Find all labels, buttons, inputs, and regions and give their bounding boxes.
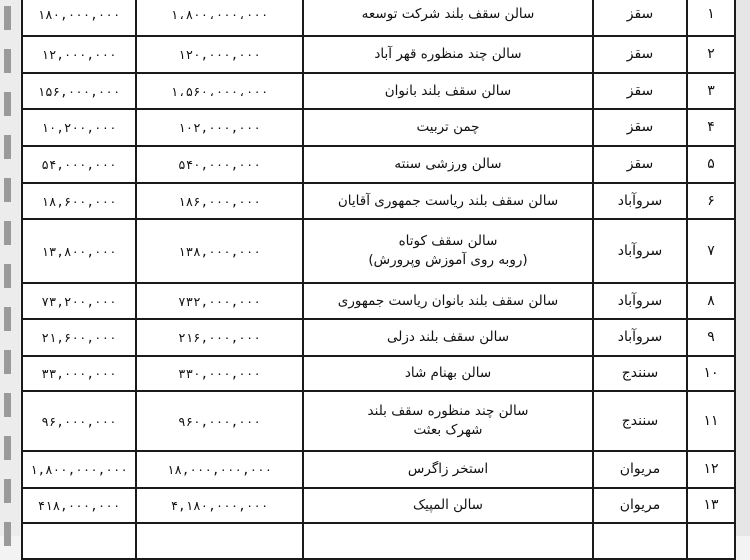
share-amount-cell: ۲۱,۶۰۰,۰۰۰: [22, 319, 136, 356]
edge-dash: [4, 221, 11, 245]
share-amount-cell: ۱۳,۸۰۰,۰۰۰: [22, 219, 136, 283]
facility-name-line: سالن چند منظوره سقف بلند: [367, 403, 529, 419]
city-cell: سروآباد: [593, 283, 687, 319]
facility-name-line: سالن المپیک: [412, 497, 483, 513]
city-cell: سروآباد: [593, 219, 687, 283]
row-index-cell: ۱۲: [687, 451, 735, 488]
total-amount-cell: ۹۶۰,۰۰۰,۰۰۰: [136, 391, 303, 451]
facility-name-cell: [303, 219, 593, 283]
total-amount-cell: ۱،۸۰۰،۰۰۰،۰۰۰: [136, 0, 303, 36]
facility-name-line: چمن تربیت: [416, 119, 480, 135]
table-row: [22, 356, 735, 391]
edge-dash: [4, 522, 11, 546]
facility-name-cell: [303, 283, 593, 319]
row-index-cell: ۷: [687, 219, 735, 283]
facility-name-line: سالن سقف بلند دزلی: [386, 329, 510, 345]
facility-name-line: (روبه روی آموزش وپرورش): [368, 252, 528, 268]
facility-name-cell: [303, 73, 593, 109]
city-cell: سروآباد: [593, 319, 687, 356]
page-right-edge: [735, 0, 750, 536]
share-amount-cell: ۷۳,۲۰۰,۰۰۰: [22, 283, 136, 319]
facility-name-line: سالن سقف بلند بانوان ریاست جمهوری: [337, 292, 559, 309]
city-cell: سقز: [593, 0, 687, 36]
row-index-cell: ۸: [687, 283, 735, 319]
share-amount-cell: ۱۸۰,۰۰۰,۰۰۰: [22, 0, 136, 36]
facility-name-cell: [303, 0, 593, 36]
edge-dash: [4, 436, 11, 460]
total-amount-cell: ۳۳۰,۰۰۰,۰۰۰: [136, 356, 303, 391]
facility-name-line: سالن سقف بلند ریاست جمهوری آقایان: [337, 192, 559, 209]
edge-dash: [4, 6, 11, 30]
row-index-cell: ۳: [687, 73, 735, 109]
row-index-cell: ۱۳: [687, 488, 735, 523]
facility-name-line: سالن سقف بلند بانوان: [384, 82, 512, 99]
edge-dash: [4, 135, 11, 159]
facility-name-line: سالن ورزشی سنته: [394, 156, 502, 172]
share-amount-cell: ۱۸,۶۰۰,۰۰۰: [22, 183, 136, 219]
table-row: [22, 183, 735, 219]
share-amount-cell: ۳۳,۰۰۰,۰۰۰: [22, 356, 136, 391]
table-row: [22, 36, 735, 73]
city-cell: سنندج: [593, 391, 687, 451]
facility-name-line: استخر زاگرس: [407, 461, 489, 477]
total-amount-cell: ۷۳۲,۰۰۰,۰۰۰: [136, 283, 303, 319]
share-amount-cell: ۱۲,۰۰۰,۰۰۰: [22, 36, 136, 73]
city-cell: سقز: [593, 146, 687, 183]
facility-name-cell: [303, 451, 593, 488]
table-row: [22, 523, 735, 559]
row-index-cell: ۶: [687, 183, 735, 219]
total-amount-cell: ۱۳۸,۰۰۰,۰۰۰: [136, 219, 303, 283]
edge-dash: [4, 479, 11, 503]
total-amount-cell: ۲۱۶,۰۰۰,۰۰۰: [136, 319, 303, 356]
table-row: [22, 219, 735, 283]
facility-name-cell: [303, 109, 593, 146]
city-cell: سقز: [593, 109, 687, 146]
page-left-edge: [0, 0, 20, 536]
city-cell: مریوان: [593, 451, 687, 488]
table-row: [22, 73, 735, 109]
total-amount-cell: ۵۴۰,۰۰۰,۰۰۰: [136, 146, 303, 183]
facility-name-line: سالن بهنام شاد: [404, 365, 492, 381]
facility-name-line: شهرک بعثت: [413, 422, 483, 438]
share-amount-cell: ۱۰,۲۰۰,۰۰۰: [22, 109, 136, 146]
facility-name-line: سالن چند منظوره قهر آباد: [374, 46, 522, 62]
total-amount-cell: ۴,۱۸۰,۰۰۰,۰۰۰: [136, 488, 303, 523]
total-amount-cell: ۱۸۶,۰۰۰,۰۰۰: [136, 183, 303, 219]
facility-name-cell: [303, 523, 593, 559]
row-index-cell: ۴: [687, 109, 735, 146]
table-row: [22, 319, 735, 356]
total-amount-cell: ۱۲۰,۰۰۰,۰۰۰: [136, 36, 303, 73]
facility-name-cell: [303, 391, 593, 451]
edge-dash: [4, 178, 11, 202]
share-amount-cell: ۹۶,۰۰۰,۰۰۰: [22, 391, 136, 451]
facility-name-cell: [303, 319, 593, 356]
row-index-cell: [687, 523, 735, 559]
edge-dash: [4, 49, 11, 73]
share-amount-cell: ۱,۸۰۰,۰۰۰,۰۰۰: [22, 451, 136, 488]
table-row: [22, 146, 735, 183]
facility-name-cell: [303, 36, 593, 73]
city-cell: سنندج: [593, 356, 687, 391]
table-row: [22, 283, 735, 319]
edge-dash: [4, 350, 11, 374]
edge-dash: [4, 264, 11, 288]
edge-dash: [4, 307, 11, 331]
total-amount-cell: ۱۸,۰۰۰,۰۰۰,۰۰۰: [136, 451, 303, 488]
city-cell: [593, 523, 687, 559]
row-index-cell: ۱۰: [687, 356, 735, 391]
table-row: [22, 391, 735, 451]
edge-dash: [4, 393, 11, 417]
share-amount-cell: ۱۵۶,۰۰۰,۰۰۰: [22, 73, 136, 109]
share-amount-cell: [22, 523, 136, 559]
share-amount-cell: ۵۴,۰۰۰,۰۰۰: [22, 146, 136, 183]
facility-name-line: سالن سقف کوتاه: [398, 233, 498, 249]
row-index-cell: ۵: [687, 146, 735, 183]
facility-name-cell: [303, 356, 593, 391]
table-row: [22, 488, 735, 523]
row-index-cell: ۲: [687, 36, 735, 73]
facility-name-cell: [303, 183, 593, 219]
facilities-table: [21, 0, 736, 560]
row-index-cell: ۱: [687, 0, 735, 36]
total-amount-cell: ۱،۵۶۰،۰۰۰،۰۰۰: [136, 73, 303, 109]
total-amount-cell: ۱۰۲,۰۰۰,۰۰۰: [136, 109, 303, 146]
facility-name-line: سالن سقف بلند شرکت توسعه: [361, 6, 535, 22]
edge-dash: [4, 92, 11, 116]
table-row: [22, 0, 735, 36]
table-row: [22, 451, 735, 488]
facility-name-cell: [303, 488, 593, 523]
total-amount-cell: [136, 523, 303, 559]
city-cell: سروآباد: [593, 183, 687, 219]
city-cell: مریوان: [593, 488, 687, 523]
facility-name-cell: [303, 146, 593, 183]
row-index-cell: ۹: [687, 319, 735, 356]
city-cell: سقز: [593, 73, 687, 109]
table-row: [22, 109, 735, 146]
row-index-cell: ۱۱: [687, 391, 735, 451]
city-cell: سقز: [593, 36, 687, 73]
share-amount-cell: ۴۱۸,۰۰۰,۰۰۰: [22, 488, 136, 523]
